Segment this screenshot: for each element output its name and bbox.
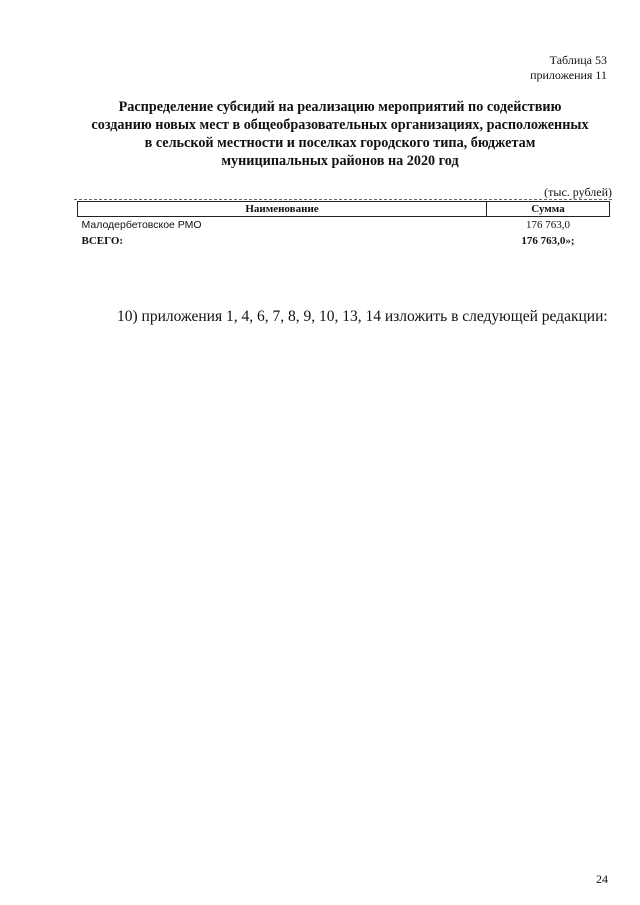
subsidy-table	[77, 201, 610, 249]
row-sum: 176 763,0	[526, 219, 570, 231]
units-divider	[74, 199, 612, 200]
total-sum: 176 763,0»;	[521, 235, 575, 247]
title-line-3: в сельской местности и поселках городского типа, бюджетам	[144, 135, 536, 151]
column-header-sum: Сумма	[487, 202, 610, 217]
table-total-row	[78, 233, 610, 249]
total-label: ВСЕГО:	[81, 235, 124, 247]
amendment-instruction: 10) приложения 1, 4, 6, 7, 8, 9, 10, 13, 14 изложить в следующей редакции:	[117, 308, 608, 325]
table-header-row	[78, 202, 610, 217]
units-label: (тыс. рублей)	[544, 185, 612, 199]
document-title	[60, 98, 620, 170]
table-row	[78, 217, 610, 234]
table-reference	[530, 53, 607, 83]
title-line-1: Распределение субсидий на реализацию мероприятий по содействию	[118, 99, 562, 115]
appendix-number: приложения 11	[530, 68, 607, 82]
row-name: Малодербетовское РМО	[81, 219, 202, 231]
title-line-2: созданию новых мест в общеобразовательных организациях, расположенных	[91, 117, 589, 133]
title-line-4: муниципальных районов на 2020 год	[221, 153, 459, 169]
page-number: 24	[596, 872, 608, 886]
column-header-name: Наименование	[78, 202, 487, 217]
table-number: Таблица 53	[549, 53, 607, 67]
